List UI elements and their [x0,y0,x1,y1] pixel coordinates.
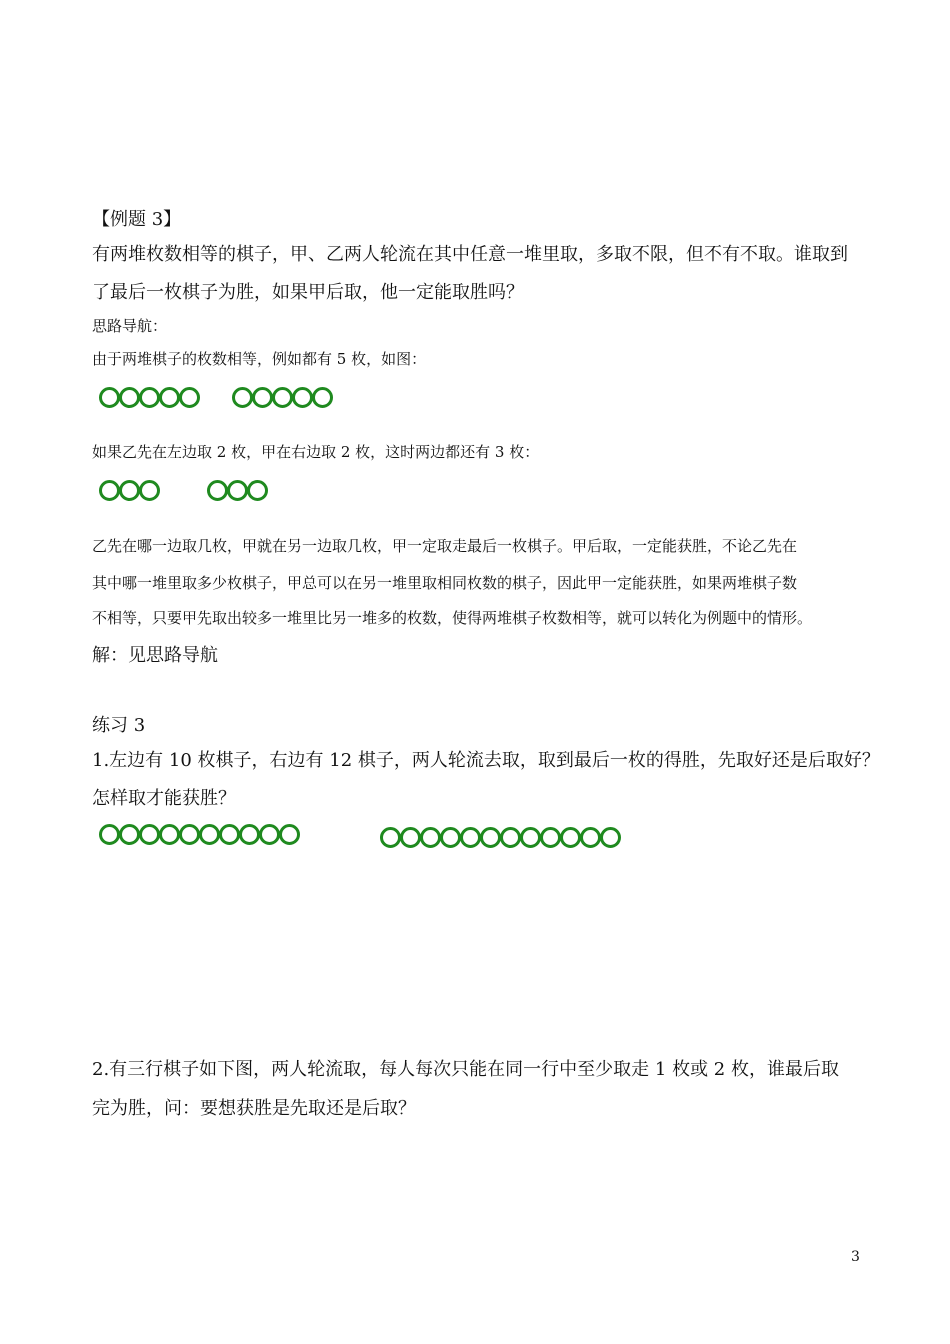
figure2-right-pile [207,480,267,501]
question1-right-pile [380,827,620,848]
chess-piece-circle [292,387,313,408]
chess-piece-circle [252,387,273,408]
chess-piece-circle [600,827,621,848]
explain-line-2: 其中哪一堆里取多少枚棋子，甲总可以在另一堆里取相同枚数的棋子，因此甲一定能获胜，如果两堆棋子数 [92,574,798,592]
chess-piece-circle [247,480,268,501]
chess-piece-circle [480,827,501,848]
question1-line-2: 怎样取才能获胜？ [92,788,236,809]
question1-left-pile [99,824,299,845]
chess-piece-circle [580,827,601,848]
question2-line-1: 2.有三行棋子如下图，两人轮流取，每人每次只能在同一行中至少取走 1 枚或 2 枚，谁最后取 [92,1059,839,1080]
chess-piece-circle [99,480,120,501]
chess-piece-circle [199,824,220,845]
explain-line-3: 不相等，只要甲先取出较多一堆里比另一堆多的枚数，使得两堆棋子枚数相等，就可以转化为例题中的情形。 [92,609,813,627]
chess-piece-circle [420,827,441,848]
guide-label: 思路导航： [92,317,168,335]
chess-piece-circle [227,480,248,501]
chess-piece-circle [119,480,140,501]
chess-piece-circle [239,824,260,845]
chess-piece-circle [272,387,293,408]
chess-piece-circle [440,827,461,848]
chess-piece-circle [219,824,240,845]
chess-piece-circle [139,387,160,408]
chess-piece-circle [99,387,120,408]
chess-piece-circle [259,824,280,845]
chess-piece-circle [159,387,180,408]
chess-piece-circle [232,387,253,408]
problem-line-2: 了最后一枚棋子为胜，如果甲后取，他一定能取胜吗？ [92,282,524,303]
chess-piece-circle [179,824,200,845]
chess-piece-circle [207,480,228,501]
chess-piece-circle [312,387,333,408]
solution: 解：见思路导航 [92,645,218,666]
figure2-left-pile [99,480,159,501]
chess-piece-circle [540,827,561,848]
guide-line-2: 如果乙先在左边取 2 枚，甲在右边取 2 枚，这时两边都还有 3 枚： [92,443,540,461]
chess-piece-circle [179,387,200,408]
example-heading: 【例题 3】 [92,209,182,230]
chess-piece-circle [119,824,140,845]
chess-piece-circle [560,827,581,848]
question2-line-2: 完为胜，问：要想获胜是先取还是后取？ [92,1098,416,1119]
problem-line-1: 有两堆枚数相等的棋子，甲、乙两人轮流在其中任意一堆里取，多取不限，但不有不取。谁取到 [92,244,848,265]
chess-piece-circle [119,387,140,408]
chess-piece-circle [139,824,160,845]
practice-heading: 练习 3 [92,715,146,736]
chess-piece-circle [139,480,160,501]
chess-piece-circle [520,827,541,848]
chess-piece-circle [380,827,401,848]
question1-line-1: 1.左边有 10 枚棋子，右边有 12 棋子，两人轮流去取，取到最后一枚的得胜，先取好还是后取好？ [92,750,880,771]
chess-piece-circle [400,827,421,848]
page-number: 3 [851,1249,860,1265]
explain-line-1: 乙先在哪一边取几枚，甲就在另一边取几枚，甲一定取走最后一枚棋子。甲后取，一定能获胜，不论乙先在 [92,537,798,555]
chess-piece-circle [99,824,120,845]
chess-piece-circle [460,827,481,848]
chess-piece-circle [279,824,300,845]
figure1-left-pile [99,387,199,408]
chess-piece-circle [500,827,521,848]
guide-line-1: 由于两堆棋子的枚数相等，例如都有 5 枚，如图： [92,350,427,368]
chess-piece-circle [159,824,180,845]
figure1-right-pile [232,387,332,408]
